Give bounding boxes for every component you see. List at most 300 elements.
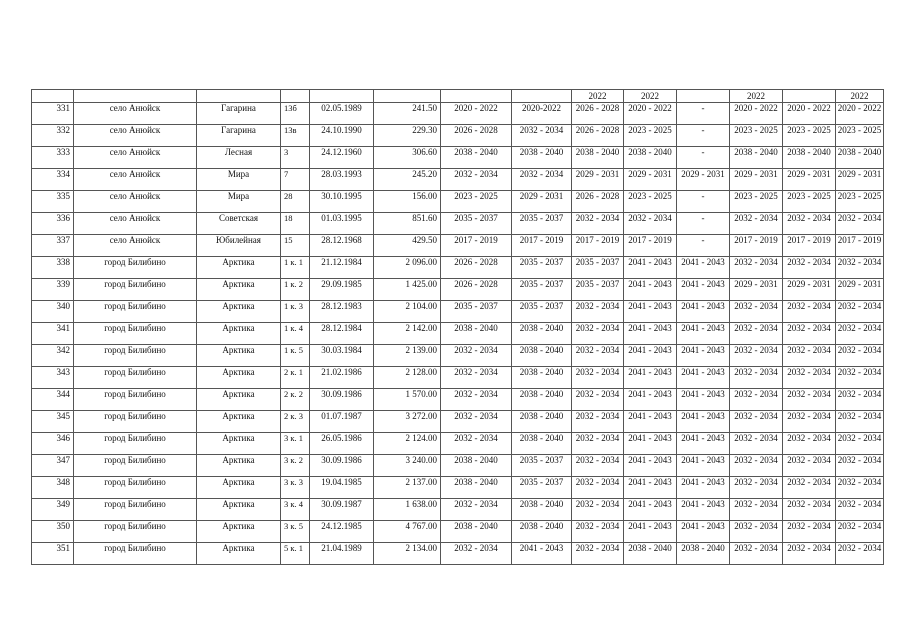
cell-period-c: 2032 - 2034 — [572, 367, 624, 389]
cell-period-f: 2020 - 2022 — [730, 103, 783, 125]
cell-house-number: 3 — [281, 147, 310, 169]
cell-row-number: 339 — [32, 279, 74, 301]
header-row — [32, 90, 884, 103]
cell-row-number: 341 — [32, 323, 74, 345]
cell-house-number: 18 — [281, 213, 310, 235]
cell-period-f: 2032 - 2034 — [730, 323, 783, 345]
cell-area: 2 124.00 — [374, 433, 441, 455]
cell-period-f: 2032 - 2034 — [730, 389, 783, 411]
cell-period-b: 2041 - 2043 — [512, 543, 572, 565]
cell-house-number: 3 к. 2 — [281, 455, 310, 477]
table-row — [32, 147, 884, 169]
cell-settlement: город Билибино — [74, 433, 197, 455]
cell-period-b: 2035 - 2037 — [512, 213, 572, 235]
cell-settlement: село Анюйск — [74, 213, 197, 235]
cell-period-a: 2038 - 2040 — [441, 521, 512, 543]
cell-area: 429.50 — [374, 235, 441, 257]
cell-settlement: село Анюйск — [74, 103, 197, 125]
cell-period-c: 2032 - 2034 — [572, 213, 624, 235]
cell-row-number: 346 — [32, 433, 74, 455]
cell-period-c: 2026 - 2028 — [572, 103, 624, 125]
cell-period-c: 2026 - 2028 — [572, 125, 624, 147]
cell-row-number: 351 — [32, 543, 74, 565]
cell-period-a: 2038 - 2040 — [441, 455, 512, 477]
cell-period-d: 2041 - 2043 — [624, 455, 677, 477]
cell-period-f: 2017 - 2019 — [730, 235, 783, 257]
cell-house-number: 3 к. 1 — [281, 433, 310, 455]
header-cell-period-a — [441, 90, 512, 103]
cell-period-e: 2029 - 2031 — [677, 169, 730, 191]
cell-period-b: 2038 - 2040 — [512, 147, 572, 169]
cell-period-c: 2032 - 2034 — [572, 389, 624, 411]
cell-period-g: 2032 - 2034 — [783, 213, 836, 235]
cell-period-c: 2029 - 2031 — [572, 169, 624, 191]
cell-house-number: 1 к. 2 — [281, 279, 310, 301]
cell-period-e: 2041 - 2043 — [677, 477, 730, 499]
cell-street: Лесная — [197, 147, 281, 169]
cell-period-h: 2023 - 2025 — [836, 191, 884, 213]
cell-street: Арктика — [197, 455, 281, 477]
cell-commission-date: 24.10.1990 — [310, 125, 374, 147]
cell-street: Арктика — [197, 521, 281, 543]
cell-street: Гагарина — [197, 103, 281, 125]
cell-period-f: 2032 - 2034 — [730, 257, 783, 279]
cell-period-d: 2041 - 2043 — [624, 433, 677, 455]
cell-settlement: город Билибино — [74, 543, 197, 565]
cell-settlement: город Билибино — [74, 389, 197, 411]
cell-commission-date: 01.07.1987 — [310, 411, 374, 433]
cell-period-f: 2032 - 2034 — [730, 477, 783, 499]
cell-period-e: 2041 - 2043 — [677, 345, 730, 367]
cell-period-g: 2032 - 2034 — [783, 411, 836, 433]
cell-area: 2 104.00 — [374, 301, 441, 323]
cell-period-e: - — [677, 235, 730, 257]
table-row — [32, 433, 884, 455]
cell-period-c: 2032 - 2034 — [572, 455, 624, 477]
cell-area: 2 134.00 — [374, 543, 441, 565]
cell-period-f: 2023 - 2025 — [730, 125, 783, 147]
cell-period-d: 2041 - 2043 — [624, 499, 677, 521]
cell-period-a: 2032 - 2034 — [441, 543, 512, 565]
cell-period-f: 2032 - 2034 — [730, 455, 783, 477]
cell-street: Арктика — [197, 301, 281, 323]
cell-period-h: 2020 - 2022 — [836, 103, 884, 125]
header-cell-period-b — [512, 90, 572, 103]
cell-row-number: 345 — [32, 411, 74, 433]
cell-house-number: 1 к. 3 — [281, 301, 310, 323]
cell-period-a: 2038 - 2040 — [441, 147, 512, 169]
cell-area: 229.30 — [374, 125, 441, 147]
cell-period-e: - — [677, 147, 730, 169]
cell-period-h: 2032 - 2034 — [836, 455, 884, 477]
cell-period-d: 2041 - 2043 — [624, 301, 677, 323]
cell-period-e: 2041 - 2043 — [677, 433, 730, 455]
cell-street: Арктика — [197, 345, 281, 367]
cell-period-a: 2032 - 2034 — [441, 433, 512, 455]
cell-period-b: 2035 - 2037 — [512, 455, 572, 477]
cell-house-number: 28 — [281, 191, 310, 213]
cell-period-e: - — [677, 191, 730, 213]
table-body — [32, 90, 884, 565]
cell-period-g: 2038 - 2040 — [783, 147, 836, 169]
table-row — [32, 389, 884, 411]
cell-period-g: 2032 - 2034 — [783, 257, 836, 279]
cell-period-d: 2041 - 2043 — [624, 521, 677, 543]
table-row — [32, 499, 884, 521]
cell-period-a: 2026 - 2028 — [441, 125, 512, 147]
cell-period-g: 2029 - 2031 — [783, 279, 836, 301]
cell-commission-date: 01.03.1995 — [310, 213, 374, 235]
cell-period-e: - — [677, 125, 730, 147]
cell-house-number: 13в — [281, 125, 310, 147]
header-cell-period-e — [677, 90, 730, 103]
cell-period-a: 2035 - 2037 — [441, 301, 512, 323]
cell-period-h: 2032 - 2034 — [836, 543, 884, 565]
header-cell-house-number — [281, 90, 310, 103]
table-row — [32, 543, 884, 565]
cell-house-number: 3 к. 5 — [281, 521, 310, 543]
cell-period-a: 2026 - 2028 — [441, 279, 512, 301]
cell-settlement: город Билибино — [74, 521, 197, 543]
cell-period-h: 2032 - 2034 — [836, 323, 884, 345]
cell-period-b: 2032 - 2034 — [512, 169, 572, 191]
cell-period-g: 2017 - 2019 — [783, 235, 836, 257]
cell-commission-date: 21.02.1986 — [310, 367, 374, 389]
cell-period-g: 2029 - 2031 — [783, 169, 836, 191]
cell-period-h: 2032 - 2034 — [836, 433, 884, 455]
cell-period-c: 2032 - 2034 — [572, 301, 624, 323]
cell-period-d: 2038 - 2040 — [624, 543, 677, 565]
cell-period-g: 2032 - 2034 — [783, 499, 836, 521]
cell-period-b: 2038 - 2040 — [512, 323, 572, 345]
cell-period-e: - — [677, 213, 730, 235]
cell-period-c: 2032 - 2034 — [572, 323, 624, 345]
cell-period-g: 2032 - 2034 — [783, 345, 836, 367]
cell-period-f: 2029 - 2031 — [730, 169, 783, 191]
cell-house-number: 1 к. 5 — [281, 345, 310, 367]
cell-period-c: 2032 - 2034 — [572, 433, 624, 455]
cell-commission-date: 02.05.1989 — [310, 103, 374, 125]
cell-period-a: 2032 - 2034 — [441, 367, 512, 389]
cell-period-g: 2032 - 2034 — [783, 543, 836, 565]
cell-house-number: 3 к. 4 — [281, 499, 310, 521]
cell-period-d: 2041 - 2043 — [624, 257, 677, 279]
cell-period-f: 2038 - 2040 — [730, 147, 783, 169]
cell-period-g: 2032 - 2034 — [783, 455, 836, 477]
cell-period-e: 2041 - 2043 — [677, 389, 730, 411]
cell-period-h: 2032 - 2034 — [836, 345, 884, 367]
cell-period-h: 2017 - 2019 — [836, 235, 884, 257]
cell-period-c: 2032 - 2034 — [572, 345, 624, 367]
cell-settlement: село Анюйск — [74, 125, 197, 147]
cell-period-f: 2032 - 2034 — [730, 499, 783, 521]
cell-commission-date: 24.12.1960 — [310, 147, 374, 169]
header-cell-commission-date — [310, 90, 374, 103]
cell-commission-date: 30.09.1987 — [310, 499, 374, 521]
cell-period-c: 2032 - 2034 — [572, 543, 624, 565]
table-row — [32, 345, 884, 367]
cell-period-b: 2032 - 2034 — [512, 125, 572, 147]
cell-commission-date: 30.10.1995 — [310, 191, 374, 213]
cell-street: Арктика — [197, 279, 281, 301]
cell-commission-date: 21.12.1984 — [310, 257, 374, 279]
cell-period-d: 2029 - 2031 — [624, 169, 677, 191]
cell-street: Советская — [197, 213, 281, 235]
cell-commission-date: 19.04.1985 — [310, 477, 374, 499]
cell-period-h: 2032 - 2034 — [836, 411, 884, 433]
cell-area: 2 139.00 — [374, 345, 441, 367]
cell-period-e: 2041 - 2043 — [677, 411, 730, 433]
cell-period-h: 2029 - 2031 — [836, 169, 884, 191]
cell-period-d: 2041 - 2043 — [624, 323, 677, 345]
cell-period-b: 2035 - 2037 — [512, 279, 572, 301]
cell-period-e: 2041 - 2043 — [677, 499, 730, 521]
cell-period-a: 2032 - 2034 — [441, 411, 512, 433]
cell-area: 156.00 — [374, 191, 441, 213]
cell-period-h: 2032 - 2034 — [836, 301, 884, 323]
cell-period-a: 2023 - 2025 — [441, 191, 512, 213]
cell-settlement: город Билибино — [74, 367, 197, 389]
cell-street: Арктика — [197, 257, 281, 279]
cell-area: 3 272.00 — [374, 411, 441, 433]
cell-period-b: 2038 - 2040 — [512, 499, 572, 521]
cell-house-number: 2 к. 2 — [281, 389, 310, 411]
cell-commission-date: 29.09.1985 — [310, 279, 374, 301]
cell-row-number: 344 — [32, 389, 74, 411]
table-row — [32, 103, 884, 125]
table-row — [32, 235, 884, 257]
cell-period-f: 2032 - 2034 — [730, 433, 783, 455]
table-row — [32, 169, 884, 191]
cell-period-b: 2038 - 2040 — [512, 521, 572, 543]
cell-street: Арктика — [197, 499, 281, 521]
cell-area: 1 425.00 — [374, 279, 441, 301]
cell-period-h: 2032 - 2034 — [836, 367, 884, 389]
cell-area: 245.20 — [374, 169, 441, 191]
cell-period-a: 2038 - 2040 — [441, 477, 512, 499]
cell-period-d: 2017 - 2019 — [624, 235, 677, 257]
cell-period-c: 2038 - 2040 — [572, 147, 624, 169]
cell-settlement: город Билибино — [74, 301, 197, 323]
cell-area: 851.60 — [374, 213, 441, 235]
cell-period-h: 2032 - 2034 — [836, 477, 884, 499]
cell-period-d: 2038 - 2040 — [624, 147, 677, 169]
cell-period-c: 2032 - 2034 — [572, 499, 624, 521]
cell-period-g: 2032 - 2034 — [783, 521, 836, 543]
cell-house-number: 2 к. 1 — [281, 367, 310, 389]
cell-period-h: 2029 - 2031 — [836, 279, 884, 301]
cell-period-e: 2041 - 2043 — [677, 455, 730, 477]
cell-period-h: 2032 - 2034 — [836, 499, 884, 521]
cell-period-a: 2032 - 2034 — [441, 169, 512, 191]
cell-period-c: 2026 - 2028 — [572, 191, 624, 213]
cell-house-number: 5 к. 1 — [281, 543, 310, 565]
cell-period-a: 2032 - 2034 — [441, 389, 512, 411]
cell-row-number: 333 — [32, 147, 74, 169]
cell-house-number: 3 к. 3 — [281, 477, 310, 499]
cell-street: Арктика — [197, 367, 281, 389]
cell-period-c: 2032 - 2034 — [572, 411, 624, 433]
cell-street: Арктика — [197, 433, 281, 455]
cell-period-e: 2041 - 2043 — [677, 257, 730, 279]
cell-commission-date: 30.03.1984 — [310, 345, 374, 367]
cell-period-g: 2023 - 2025 — [783, 191, 836, 213]
cell-period-g: 2032 - 2034 — [783, 301, 836, 323]
cell-settlement: село Анюйск — [74, 147, 197, 169]
cell-commission-date: 28.12.1984 — [310, 323, 374, 345]
cell-period-g: 2032 - 2034 — [783, 367, 836, 389]
cell-street: Мира — [197, 169, 281, 191]
cell-area: 2 142.00 — [374, 323, 441, 345]
cell-area: 3 240.00 — [374, 455, 441, 477]
header-cell-period-g — [783, 90, 836, 103]
cell-area: 1 638.00 — [374, 499, 441, 521]
table-row — [32, 411, 884, 433]
cell-settlement: город Билибино — [74, 279, 197, 301]
cell-commission-date: 24.12.1985 — [310, 521, 374, 543]
cell-house-number: 2 к. 3 — [281, 411, 310, 433]
table-row — [32, 367, 884, 389]
cell-period-d: 2041 - 2043 — [624, 367, 677, 389]
cell-period-b: 2035 - 2037 — [512, 301, 572, 323]
cell-settlement: город Билибино — [74, 477, 197, 499]
cell-period-d: 2023 - 2025 — [624, 125, 677, 147]
cell-street: Гагарина — [197, 125, 281, 147]
cell-period-c: 2032 - 2034 — [572, 477, 624, 499]
cell-period-e: 2041 - 2043 — [677, 323, 730, 345]
table-row — [32, 455, 884, 477]
header-cell-period-d: 2022 — [624, 90, 677, 103]
cell-area: 4 767.00 — [374, 521, 441, 543]
cell-period-f: 2029 - 2031 — [730, 279, 783, 301]
table-row — [32, 257, 884, 279]
cell-row-number: 332 — [32, 125, 74, 147]
cell-period-h: 2032 - 2034 — [836, 521, 884, 543]
cell-settlement: город Билибино — [74, 499, 197, 521]
cell-period-d: 2020 - 2022 — [624, 103, 677, 125]
cell-house-number: 15 — [281, 235, 310, 257]
cell-commission-date: 28.03.1993 — [310, 169, 374, 191]
table-row — [32, 301, 884, 323]
cell-period-e: - — [677, 103, 730, 125]
cell-period-g: 2032 - 2034 — [783, 323, 836, 345]
cell-period-a: 2020 - 2022 — [441, 103, 512, 125]
cell-row-number: 347 — [32, 455, 74, 477]
cell-period-b: 2038 - 2040 — [512, 411, 572, 433]
cell-area: 306.60 — [374, 147, 441, 169]
cell-area: 2 137.00 — [374, 477, 441, 499]
cell-period-d: 2023 - 2025 — [624, 191, 677, 213]
cell-period-e: 2041 - 2043 — [677, 367, 730, 389]
table-row — [32, 125, 884, 147]
cell-period-f: 2032 - 2034 — [730, 411, 783, 433]
cell-period-e: 2041 - 2043 — [677, 279, 730, 301]
cell-area: 2 096.00 — [374, 257, 441, 279]
cell-commission-date: 26.05.1986 — [310, 433, 374, 455]
housing-repair-schedule-table — [31, 89, 884, 565]
cell-settlement: село Анюйск — [74, 169, 197, 191]
header-cell-row-number — [32, 90, 74, 103]
cell-period-a: 2035 - 2037 — [441, 213, 512, 235]
cell-period-b: 2035 - 2037 — [512, 257, 572, 279]
cell-period-d: 2041 - 2043 — [624, 389, 677, 411]
cell-period-h: 2032 - 2034 — [836, 213, 884, 235]
cell-period-a: 2038 - 2040 — [441, 323, 512, 345]
cell-period-d: 2041 - 2043 — [624, 279, 677, 301]
cell-area: 241.50 — [374, 103, 441, 125]
cell-period-f: 2032 - 2034 — [730, 345, 783, 367]
cell-period-f: 2032 - 2034 — [730, 367, 783, 389]
header-cell-settlement — [74, 90, 197, 103]
cell-row-number: 348 — [32, 477, 74, 499]
cell-row-number: 335 — [32, 191, 74, 213]
cell-period-e: 2041 - 2043 — [677, 301, 730, 323]
cell-settlement: село Анюйск — [74, 235, 197, 257]
table-row — [32, 521, 884, 543]
header-cell-period-c: 2022 — [572, 90, 624, 103]
cell-row-number: 334 — [32, 169, 74, 191]
cell-area: 2 128.00 — [374, 367, 441, 389]
cell-commission-date: 30.09.1986 — [310, 389, 374, 411]
cell-period-b: 2038 - 2040 — [512, 345, 572, 367]
cell-row-number: 342 — [32, 345, 74, 367]
cell-period-a: 2032 - 2034 — [441, 499, 512, 521]
cell-period-g: 2032 - 2034 — [783, 389, 836, 411]
cell-house-number: 1 к. 1 — [281, 257, 310, 279]
cell-street: Арктика — [197, 323, 281, 345]
cell-period-h: 2038 - 2040 — [836, 147, 884, 169]
cell-commission-date: 30.09.1986 — [310, 455, 374, 477]
cell-settlement: город Билибино — [74, 323, 197, 345]
cell-period-b: 2029 - 2031 — [512, 191, 572, 213]
cell-street: Юбилейная — [197, 235, 281, 257]
cell-street: Арктика — [197, 411, 281, 433]
cell-period-a: 2026 - 2028 — [441, 257, 512, 279]
cell-row-number: 337 — [32, 235, 74, 257]
cell-period-d: 2041 - 2043 — [624, 411, 677, 433]
table-row — [32, 191, 884, 213]
cell-period-h: 2032 - 2034 — [836, 257, 884, 279]
cell-period-c: 2017 - 2019 — [572, 235, 624, 257]
cell-row-number: 336 — [32, 213, 74, 235]
cell-row-number: 331 — [32, 103, 74, 125]
cell-period-g: 2020 - 2022 — [783, 103, 836, 125]
table-row — [32, 279, 884, 301]
cell-period-c: 2035 - 2037 — [572, 257, 624, 279]
cell-commission-date: 21.04.1989 — [310, 543, 374, 565]
cell-period-b: 2020-2022 — [512, 103, 572, 125]
cell-period-h: 2023 - 2025 — [836, 125, 884, 147]
cell-period-a: 2017 - 2019 — [441, 235, 512, 257]
cell-period-a: 2032 - 2034 — [441, 345, 512, 367]
cell-house-number: 13б — [281, 103, 310, 125]
cell-row-number: 343 — [32, 367, 74, 389]
cell-settlement: село Анюйск — [74, 191, 197, 213]
cell-row-number: 338 — [32, 257, 74, 279]
cell-settlement: город Билибино — [74, 411, 197, 433]
cell-street: Мира — [197, 191, 281, 213]
cell-street: Арктика — [197, 477, 281, 499]
cell-period-f: 2032 - 2034 — [730, 543, 783, 565]
cell-period-c: 2035 - 2037 — [572, 279, 624, 301]
cell-period-h: 2032 - 2034 — [836, 389, 884, 411]
header-cell-street — [197, 90, 281, 103]
cell-settlement: город Билибино — [74, 455, 197, 477]
cell-period-b: 2038 - 2040 — [512, 433, 572, 455]
cell-period-e: 2041 - 2043 — [677, 521, 730, 543]
cell-period-d: 2041 - 2043 — [624, 345, 677, 367]
cell-house-number: 7 — [281, 169, 310, 191]
